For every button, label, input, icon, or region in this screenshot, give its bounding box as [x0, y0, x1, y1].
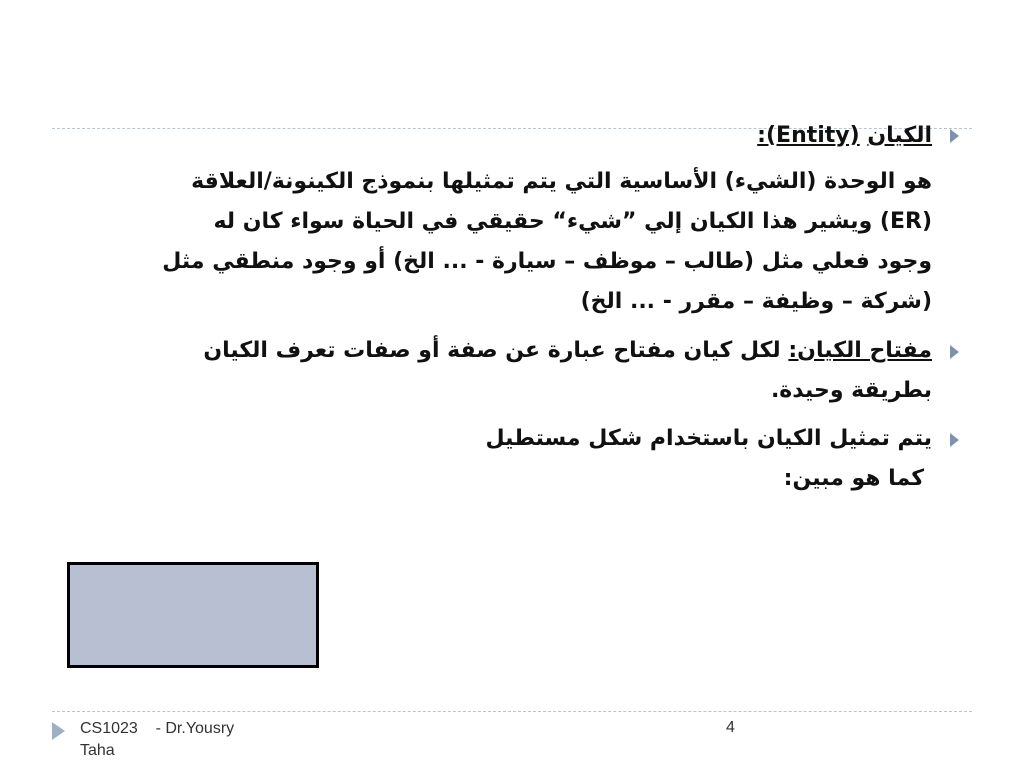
definition-line: هو الوحدة (الشيء) الأساسية التي يتم تمثيلها بنموذج الكينونة/العلاقة: [191, 169, 932, 194]
rectangle-paragraph: [52, 419, 932, 499]
entity-heading-colon: :: [757, 123, 766, 148]
entity-key-paragraph: [52, 331, 932, 411]
entity-heading-english: (Entity): [765, 123, 860, 148]
definition-line: (شركة – وظيفة – مقرر - ... الخ): [580, 289, 932, 314]
bullet-arrow-icon: [950, 433, 959, 447]
entity-key-line2: بطريقة وحيدة.: [770, 378, 932, 403]
entity-key-label: مفتاح الكيان:: [788, 338, 932, 363]
entity-key-text: لكل كيان مفتاح عبارة عن صفة أو صفات تعرف الكيان: [203, 338, 781, 363]
entity-definition: [52, 162, 932, 322]
entity-heading: [52, 116, 932, 156]
entity-heading-term: الكيان: [867, 123, 932, 148]
bottom-divider: [52, 711, 972, 712]
entity-rectangle-shape: [67, 562, 319, 668]
definition-line: (ER) ويشير هذا الكيان إلي ”شيء“ حقيقي في الحياة سواء كان له: [213, 209, 932, 234]
definition-line: وجود فعلي مثل (طالب – موظف – سيارة - ... الخ) أو وجود منطقي مثل: [162, 249, 932, 274]
entity-key-line: [52, 331, 932, 371]
bullet-arrow-icon: [950, 345, 959, 359]
bullet-arrow-icon: [950, 129, 959, 143]
rectangle-line1: يتم تمثيل الكيان باستخدام شكل مستطيل: [485, 426, 932, 451]
footer-arrow-icon: [52, 722, 65, 740]
page-number: 4: [726, 719, 735, 736]
rectangle-line2: كما هو مبين:: [783, 466, 924, 491]
footer-course-author: CS1023 - Dr.Yousry Taha: [80, 720, 235, 759]
